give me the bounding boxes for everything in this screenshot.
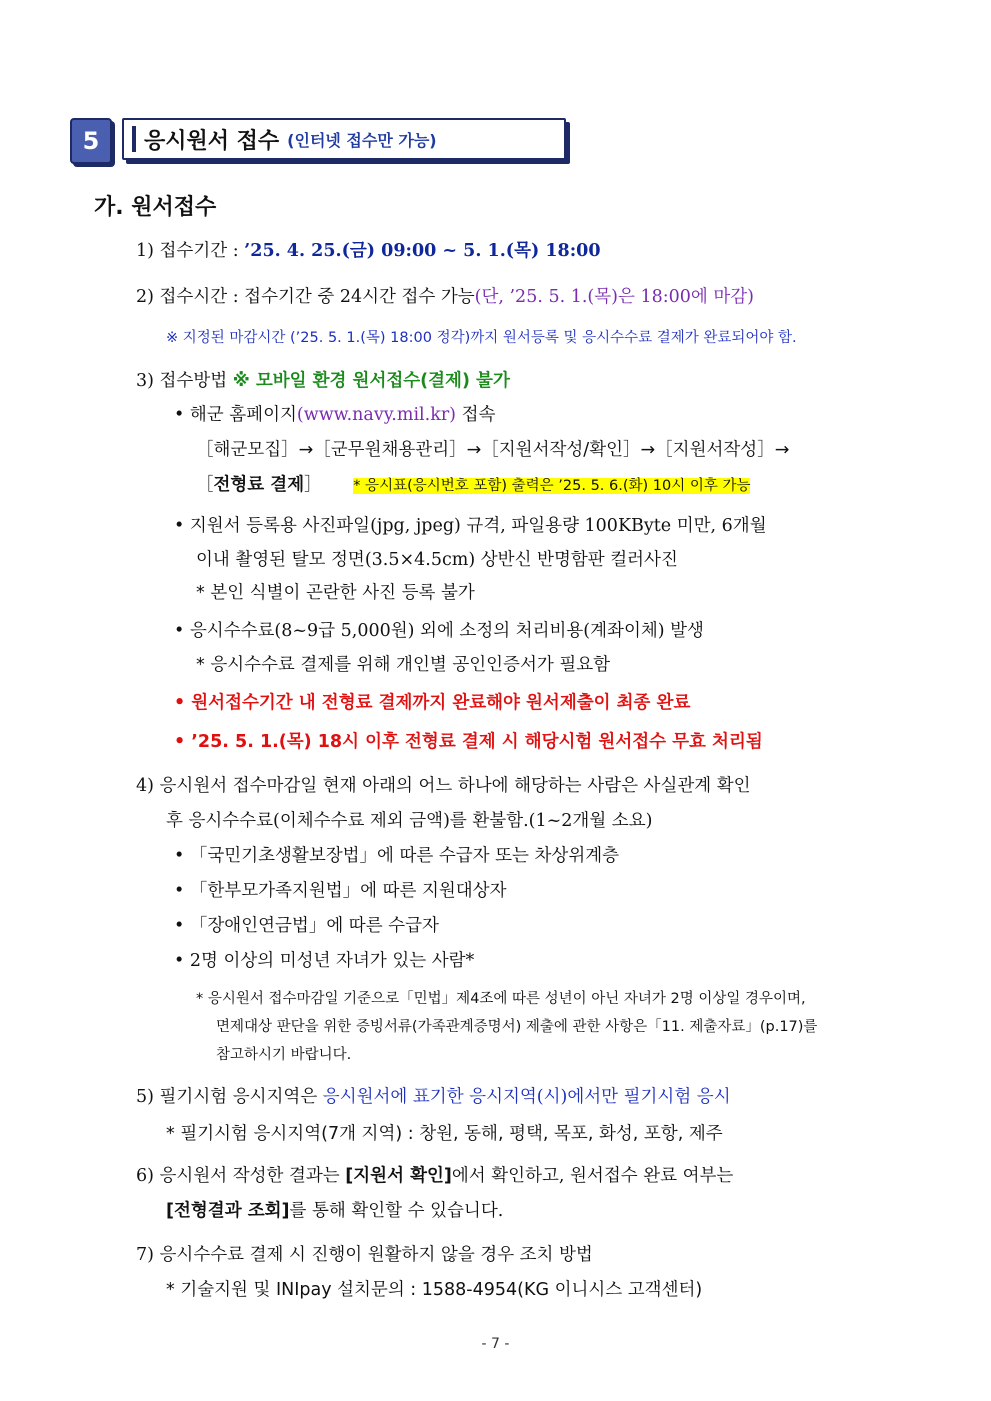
item-3-warning: ※ 모바일 환경 원서접수(결제) 불가 [232, 371, 510, 391]
homepage-post: 접속 [456, 405, 496, 425]
item-4-bullet-1: • 「국민기초생활보장법」에 따른 수급자 또는 차상위계층 [174, 843, 619, 869]
navigation-path-1: ［해군모집］→［군무원채용관리］→［지원서작성/확인］→［지원서작성］→ [196, 440, 790, 460]
page-number: - 7 - [481, 1336, 510, 1352]
item-1-label: 1) 접수기간 : [136, 241, 245, 261]
certificate-note: * 응시수수료 결제를 위해 개인별 공인인증서가 필요함 [196, 655, 611, 675]
navigation-path-2 [196, 472, 750, 499]
item-3-bullet-3: • 응시수수료(8~9급 5,000원) 외에 소정의 처리비용(계좌이체) 발생 [174, 618, 704, 644]
item-5 [136, 1084, 731, 1110]
path-payment: 전형료 결제 [213, 475, 305, 495]
path-bracket-open: ［ [196, 475, 214, 495]
item-4-line-1: 4) 응시원서 접수마감일 현재 아래의 어느 하나에 해당하는 사람은 사실관계 확인 [136, 776, 751, 796]
item-2 [136, 284, 754, 310]
section-subtitle: (인터넷 접수만 가능) [287, 130, 437, 150]
section-title-box [122, 118, 566, 160]
item-4-bullet-3: • 「장애인연금법」에 따른 수급자 [174, 913, 439, 939]
title-bar-decoration [132, 126, 136, 152]
item-4-bullet-4: • 2명 이상의 미성년 자녀가 있는 사람* [174, 948, 474, 974]
item-6-post: 에서 확인하고, 원서접수 완료 여부는 [451, 1166, 734, 1186]
item-4-note-2: 면제대상 판단을 위한 증빙서류(가족관계증명서) 제출에 관한 사항은「11. 제출자료」(p.17)를 [216, 1019, 818, 1035]
red-notice-2: • ’25. 5. 1.(목) 18시 이후 전형료 결제 시 해당시험 원서접수 무효 처리됨 [174, 729, 763, 755]
item-3-bullet-1 [174, 402, 495, 428]
item-4-note-1: * 응시원서 접수마감일 기준으로「민법」제4조에 따른 성년이 아닌 자녀가 2명 이상일 경우이며, [196, 991, 806, 1007]
item-3 [136, 368, 510, 394]
item-2-note: (단, ’25. 5. 1.(목)은 18:00에 마감) [474, 287, 754, 307]
section-number: 5 [70, 118, 112, 164]
admission-ticket-note: * 응시표(응시번호 포함) 출력은 ’25. 5. 6.(화) 10시 이후 가능 [353, 478, 751, 494]
item-2-sub-note: ※ 지정된 마감시간 (’25. 5. 1.(목) 18:00 정각)까지 원서등록 및 응시수수료 결제가 완료되어야 함. [166, 330, 797, 346]
homepage-label: 해군 홈페이지 [189, 405, 297, 425]
section-title: 응시원서 접수 [144, 128, 280, 154]
item-4-note-3: 참고하시기 바랍니다. [216, 1047, 352, 1063]
item-6-pre: 6) 응시원서 작성한 결과는 [136, 1166, 346, 1186]
item-5-value: 응시원서에 표기한 응시지역(시)에서만 필기시험 응시 [322, 1087, 731, 1107]
item-3-bullet-2-line-2: 이내 촬영된 탈모 정면(3.5×4.5cm) 상반신 반명함판 컬러사진 [196, 550, 678, 570]
path-bracket-close: ］ [304, 475, 322, 495]
item-3-label: 3) 접수방법 [136, 371, 233, 391]
result-check: [전형결과 조회] [166, 1201, 290, 1221]
item-2-label: 2) 접수시간 : 접수기간 중 24시간 접수 가능 [136, 287, 475, 307]
support-contact-note: * 기술지원 및 INIpay 설치문의 : 1588-4954(KG 이니시스 고객센터) [166, 1280, 703, 1300]
item-5-label: 5) 필기시험 응시지역은 [136, 1087, 323, 1107]
homepage-url: (www.navy.mil.kr) [296, 405, 457, 425]
item-3-bullet-2: • 지원서 등록용 사진파일(jpg, jpeg) 규격, 파일용량 100KByte 미만, 6개월 [174, 513, 767, 539]
application-check: [지원서 확인] [345, 1166, 452, 1186]
item-4-line-2: 후 응시수수료(이체수수료 제외 금액)를 환불함.(1~2개월 소요) [166, 811, 653, 831]
red-notice-1: • 원서접수기간 내 전형료 결제까지 완료해야 원서제출이 최종 완료 [174, 690, 690, 716]
item-4-bullet-2: • 「한부모가족지원법」에 따른 지원대상자 [174, 878, 507, 904]
photo-note: * 본인 식별이 곤란한 사진 등록 불가 [196, 583, 475, 603]
item-1-value: ’25. 4. 25.(금) 09:00 ~ 5. 1.(목) 18:00 [244, 241, 601, 261]
item-6-line-2-post: 를 통해 확인할 수 있습니다. [289, 1201, 504, 1221]
exam-regions-note: * 필기시험 응시지역(7개 지역) : 창원, 동해, 평택, 목포, 화성, 포항, 제주 [166, 1124, 723, 1144]
item-1 [136, 238, 601, 264]
item-6-line-2 [166, 1198, 503, 1224]
subsection-heading: 가. 원서접수 [94, 195, 217, 220]
item-7: 7) 응시수수료 결제 시 진행이 원활하지 않을 경우 조치 방법 [136, 1245, 593, 1265]
item-6-line-1 [136, 1163, 733, 1189]
